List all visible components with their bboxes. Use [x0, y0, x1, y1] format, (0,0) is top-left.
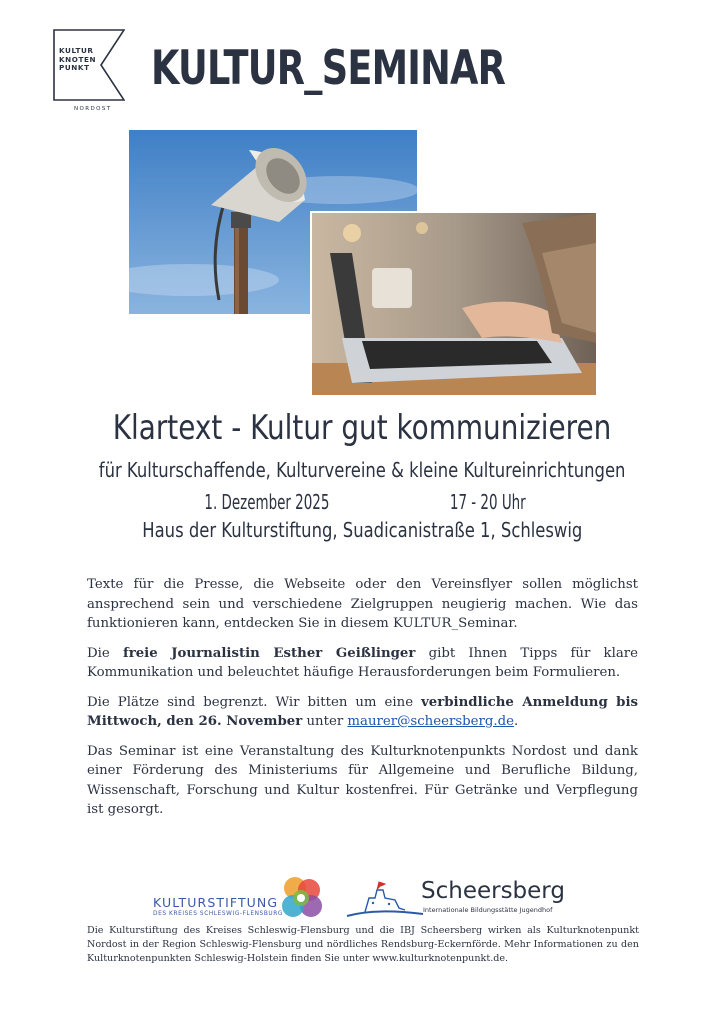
page-title: KULTUR_SEMINAR [151, 41, 506, 96]
paragraph-speaker: Die freie Journalistin Esther Geißlinger gibt Ihnen Tipps für klare Kommunikation und beleuchtet häufige Herausforderungen beim Formulieren. [87, 645, 638, 680]
event-date-time [0, 490, 724, 514]
paragraph-funding: Das Seminar ist eine Veranstaltung des Kulturknotenpunkts Nordost und dank einer Förderung des Ministeriums für Allgemeine und Berufliche Bildung, Wissenschaft, Forschung und Kultur kostenfrei. Für Getränke und Verpflegung ist gesorgt. [87, 743, 638, 817]
kulturstiftung-flower-icon [275, 874, 327, 922]
event-time: 17 - 20 Uhr [449, 490, 526, 514]
email-link[interactable]: maurer@scheersberg.de [347, 714, 514, 729]
laptop-typing-photo [312, 213, 596, 395]
event-place: Haus der Kulturstiftung, Suadicanistraße 1, Schleswig [141, 518, 583, 542]
footer-text: Die Kulturstiftung des Kreises Schleswig-Flensburg und die IBJ Scheersberg wirken als Kulturknotenpunkt Nordost in der Region Schleswig-Flensburg und nördliches Rendsburg-Eckernförde. Mehr Informationen zu den Kulturknotenpunkten Schleswig-Holstein finden Sie unter www.kulturknotenpunkt.de. [87, 925, 639, 964]
event-audience: für Kulturschaffende, Kulturvereine & kleine Kultureinrichtungen [98, 458, 626, 482]
paragraph-registration: Die Plätze sind begrenzt. Wir bitten um eine verbindliche Anmeldung bis Mittwoch, den 26. November unter maurer@scheersberg.de. [87, 694, 638, 729]
kulturknotenpunkt-logo [53, 29, 125, 101]
scheersberg-subtitle: Internationale Bildungsstätte Jugendhof [423, 906, 553, 914]
scheersberg-name: Scheersberg [421, 878, 565, 904]
event-title: Klartext - Kultur gut kommunizieren [112, 408, 612, 448]
logo-subtitle: NORDOST [74, 106, 112, 112]
speaker-name: freie Journalistin Esther Geißlinger [122, 645, 416, 661]
event-date: 1. Dezember 2025 [204, 490, 330, 514]
logo-wordmark: KULTUR KNOTEN PUNKT [59, 46, 97, 73]
kulturstiftung-logo: KULTURSTIFTUNG DES KREISES SCHLESWIG-FLENSBURG [153, 895, 283, 917]
paragraph-intro: Texte für die Presse, die Webseite oder den Vereinsflyer sollen möglichst ansprechend sein und verschiedene Zielgruppen neugierig machen. Wie das funktionieren kann, entdecken Sie in diesem KULTUR_Seminar. [87, 577, 638, 631]
body-text [87, 575, 638, 830]
scheersberg-castle-icon [345, 878, 425, 922]
registration-deadline: verbindliche Anmeldung bis Mittwoch, den 26. November [87, 694, 638, 729]
